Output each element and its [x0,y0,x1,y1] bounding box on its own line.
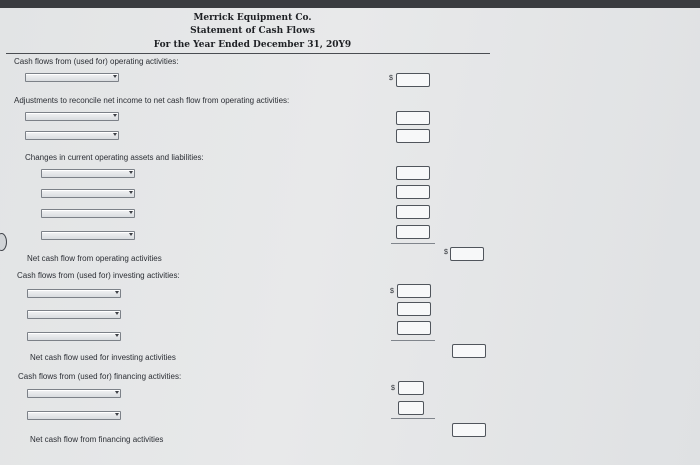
investing-1-amount-field[interactable] [397,284,431,298]
investing-3-amount-field[interactable] [397,321,431,335]
chevron-down-icon [115,291,119,294]
currency-symbol: $ [391,385,395,392]
investing-sum-line [391,340,435,341]
chevron-down-icon [129,171,133,174]
operating-item-dropdown[interactable] [25,73,119,82]
adjustment-1-amount-field[interactable] [396,111,430,125]
adjustment-1-dropdown[interactable] [25,112,119,121]
statement-period: For the Year Ended December 31, 20Y9 [153,40,352,50]
change-4-amount-field[interactable] [396,225,430,239]
change-3-amount-field[interactable] [396,205,430,219]
financing-1-amount-field[interactable] [398,381,424,395]
financing-2-amount-field[interactable] [398,401,424,415]
currency-symbol: $ [390,288,394,295]
operating-sum-line [391,243,435,244]
financing-sum-line [391,418,435,419]
chevron-down-icon [115,391,119,394]
statement-title: Statement of Cash Flows [190,26,315,36]
screen-edge-notch [0,233,7,251]
chevron-down-icon [113,133,117,136]
change-2-amount-field[interactable] [396,185,430,199]
change-4-dropdown[interactable] [41,231,135,240]
financing-heading: Cash flows from (used for) financing activities: [18,372,182,381]
net-investing-total-field[interactable] [452,344,486,358]
investing-3-dropdown[interactable] [27,332,121,341]
chevron-down-icon [113,114,117,117]
change-2-dropdown[interactable] [41,189,135,198]
financing-2-dropdown[interactable] [27,411,121,420]
operating-heading: Cash flows from (used for) operating activities: [14,57,179,66]
adjustment-2-amount-field[interactable] [396,129,430,143]
net-investing-label: Net cash flow used for investing activities [30,353,176,362]
net-financing-total-field[interactable] [452,423,486,437]
chevron-down-icon [115,312,119,315]
adjustments-heading: Adjustments to reconcile net income to net cash flow from operating activities: [14,96,290,105]
investing-heading: Cash flows from (used for) investing activities: [17,271,180,280]
investing-2-amount-field[interactable] [397,302,431,316]
net-income-amount-field[interactable] [396,73,430,87]
financing-1-dropdown[interactable] [27,389,121,398]
company-name: Merrick Equipment Co. [193,13,312,23]
investing-1-dropdown[interactable] [27,289,121,298]
change-1-dropdown[interactable] [41,169,135,178]
change-3-dropdown[interactable] [41,209,135,218]
chevron-down-icon [115,334,119,337]
top-bar [0,0,700,8]
chevron-down-icon [129,191,133,194]
adjustment-2-dropdown[interactable] [25,131,119,140]
net-operating-total-field[interactable] [450,247,484,261]
changes-heading: Changes in current operating assets and liabilities: [25,153,204,162]
chevron-down-icon [129,211,133,214]
chevron-down-icon [113,75,117,78]
change-1-amount-field[interactable] [396,166,430,180]
investing-2-dropdown[interactable] [27,310,121,319]
net-operating-label: Net cash flow from operating activities [27,254,162,263]
net-financing-label: Net cash flow from financing activities [30,435,164,444]
chevron-down-icon [129,233,133,236]
currency-symbol: $ [444,249,448,256]
currency-symbol: $ [389,75,393,82]
header-rule [6,53,490,54]
chevron-down-icon [115,413,119,416]
